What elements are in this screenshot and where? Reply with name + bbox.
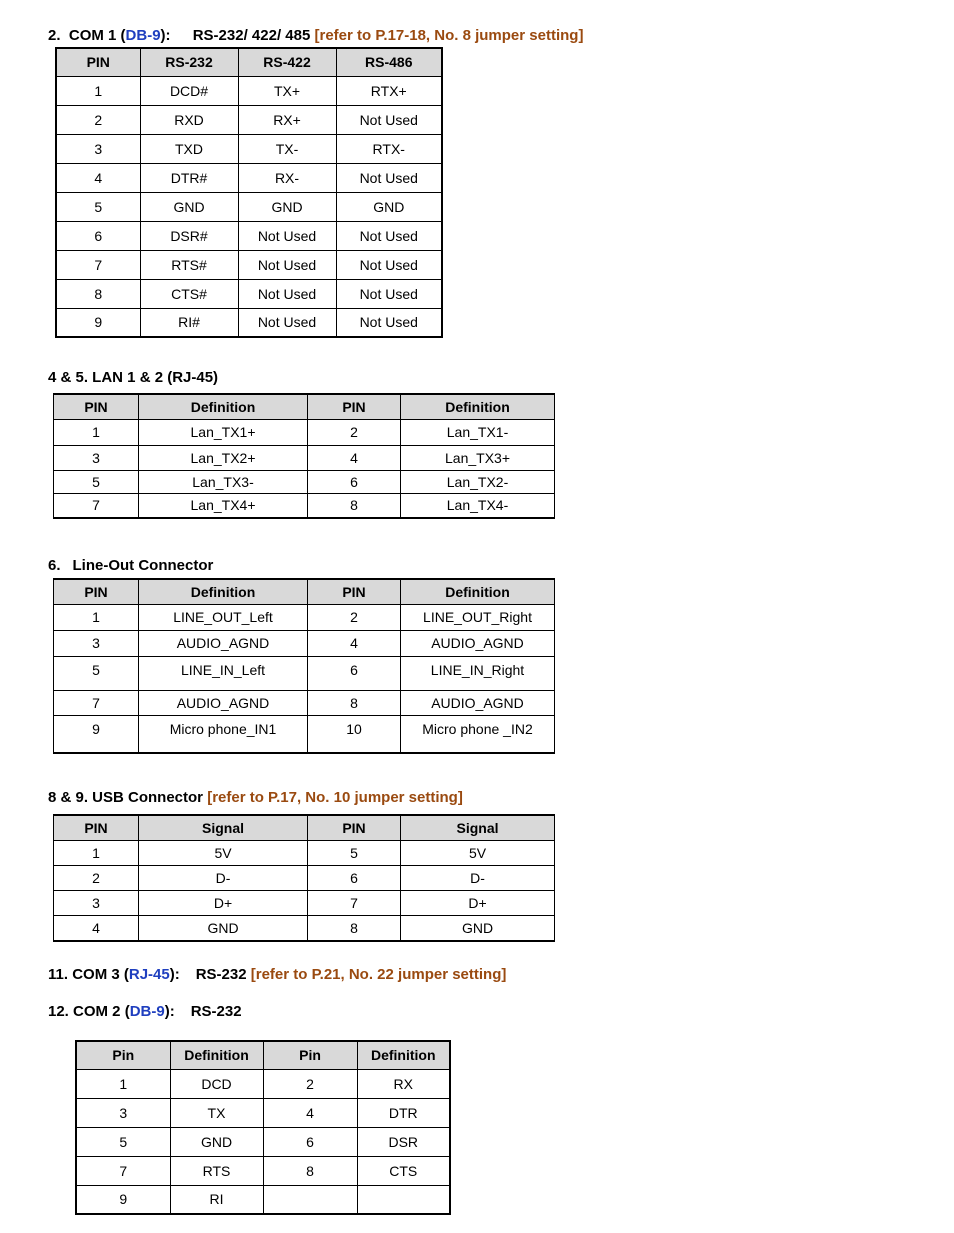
- cell: Lan_TX3+: [401, 445, 555, 470]
- com1-header: RS-422: [238, 48, 336, 76]
- cell: D-: [401, 865, 555, 890]
- cell: RXD: [140, 105, 238, 134]
- usb-header: Signal: [139, 815, 308, 840]
- cell: DCD#: [140, 76, 238, 105]
- table-row: [54, 419, 555, 445]
- cell: 5V: [401, 840, 555, 865]
- cell: CTS#: [140, 279, 238, 308]
- cell: 6: [263, 1127, 357, 1156]
- cell: 6: [308, 470, 401, 493]
- cell: AUDIO_AGND: [139, 690, 308, 715]
- table-row: [76, 1156, 450, 1185]
- lineout-header: Definition: [401, 579, 555, 604]
- table-row: [56, 221, 442, 250]
- com1-table: [55, 47, 443, 338]
- cell: 8: [308, 915, 401, 941]
- cell: Lan_TX4+: [139, 493, 308, 518]
- com1-number: 2.: [48, 27, 61, 44]
- table-row: [54, 656, 555, 690]
- cell: [357, 1185, 450, 1214]
- cell: Not Used: [238, 308, 336, 337]
- com3-close: ):: [169, 966, 180, 983]
- cell: RI: [170, 1185, 263, 1214]
- lineout-header-row: [54, 579, 555, 604]
- cell: 8: [56, 279, 140, 308]
- cell: 4: [54, 915, 139, 941]
- lineout-number: 6.: [48, 557, 61, 574]
- cell: 5: [308, 840, 401, 865]
- usb-header: PIN: [54, 815, 139, 840]
- cell: 6: [56, 221, 140, 250]
- cell: 1: [54, 840, 139, 865]
- cell: Lan_TX2-: [401, 470, 555, 493]
- usb-ref: [refer to P.17, No. 10 jumper setting]: [207, 789, 463, 806]
- cell: 9: [54, 715, 139, 753]
- cell: 8: [263, 1156, 357, 1185]
- com2-mode: RS-232: [190, 1003, 242, 1020]
- cell: [263, 1185, 357, 1214]
- cell: 1: [54, 419, 139, 445]
- cell: 6: [308, 656, 401, 690]
- cell: GND: [238, 192, 336, 221]
- cell: 2: [308, 419, 401, 445]
- cell: Not Used: [238, 221, 336, 250]
- cell: Lan_TX2+: [139, 445, 308, 470]
- table-row: [56, 308, 442, 337]
- table-row: [56, 76, 442, 105]
- cell: 4: [56, 163, 140, 192]
- cell: LINE_OUT_Right: [401, 604, 555, 630]
- com1-name: COM 1 (: [68, 27, 126, 44]
- table-row: [56, 105, 442, 134]
- com2-header: Definition: [357, 1041, 450, 1069]
- lan-header: Definition: [401, 394, 555, 419]
- cell: GND: [401, 915, 555, 941]
- cell: RX-: [238, 163, 336, 192]
- cell: 1: [54, 604, 139, 630]
- cell: LINE_IN_Right: [401, 656, 555, 690]
- cell: RTX+: [336, 76, 442, 105]
- com1-heading: [48, 27, 583, 44]
- cell: 4: [308, 630, 401, 656]
- com2-header: Pin: [263, 1041, 357, 1069]
- cell: GND: [336, 192, 442, 221]
- cell: CTS: [357, 1156, 450, 1185]
- cell: 6: [308, 865, 401, 890]
- com1-header-row: [56, 48, 442, 76]
- cell: Lan_TX4-: [401, 493, 555, 518]
- cell: 4: [263, 1098, 357, 1127]
- com2-header: Pin: [76, 1041, 170, 1069]
- com3-mode: RS-232: [195, 966, 247, 983]
- table-row: [56, 134, 442, 163]
- cell: TXD: [140, 134, 238, 163]
- cell: 1: [76, 1069, 170, 1098]
- cell: Not Used: [336, 221, 442, 250]
- cell: Lan_TX1-: [401, 419, 555, 445]
- cell: D+: [139, 890, 308, 915]
- table-row: [76, 1069, 450, 1098]
- com2-connector: DB-9: [129, 1003, 165, 1020]
- cell: 7: [56, 250, 140, 279]
- cell: Lan_TX3-: [139, 470, 308, 493]
- cell: 3: [56, 134, 140, 163]
- usb-name: 8 & 9. USB Connector: [48, 789, 204, 806]
- com2-table: [75, 1040, 451, 1215]
- com1-header: PIN: [56, 48, 140, 76]
- table-row: [56, 250, 442, 279]
- lineout-header: PIN: [308, 579, 401, 604]
- cell: 10: [308, 715, 401, 753]
- lan-table: [53, 393, 555, 519]
- cell: 5: [56, 192, 140, 221]
- cell: GND: [140, 192, 238, 221]
- com1-mode: RS-232/ 422/ 485: [192, 27, 311, 44]
- table-row: [56, 192, 442, 221]
- table-row: [76, 1098, 450, 1127]
- cell: RI#: [140, 308, 238, 337]
- table-row: [54, 445, 555, 470]
- lineout-heading: [48, 557, 213, 574]
- com3-connector: RJ-45: [128, 966, 170, 983]
- com1-close: ):: [160, 27, 171, 44]
- com1-header: RS-486: [336, 48, 442, 76]
- com2-name: 12. COM 2 (: [48, 1003, 130, 1020]
- usb-header: Signal: [401, 815, 555, 840]
- table-row: [54, 630, 555, 656]
- usb-header: PIN: [308, 815, 401, 840]
- table-row: [76, 1127, 450, 1156]
- usb-header-row: [54, 815, 555, 840]
- cell: TX+: [238, 76, 336, 105]
- cell: TX-: [238, 134, 336, 163]
- cell: Not Used: [336, 279, 442, 308]
- cell: DSR#: [140, 221, 238, 250]
- cell: DTR: [357, 1098, 450, 1127]
- com3-heading: [48, 966, 506, 983]
- cell: Micro phone_IN1: [139, 715, 308, 753]
- lan-heading: 4 & 5. LAN 1 & 2 (RJ-45): [48, 369, 219, 386]
- cell: AUDIO_AGND: [401, 630, 555, 656]
- cell: GND: [170, 1127, 263, 1156]
- com3-ref: [refer to P.21, No. 22 jumper setting]: [250, 966, 507, 983]
- cell: 3: [54, 445, 139, 470]
- table-row: [56, 163, 442, 192]
- com2-close: ):: [164, 1003, 175, 1020]
- cell: 9: [56, 308, 140, 337]
- cell: RX+: [238, 105, 336, 134]
- com2-header: Definition: [170, 1041, 263, 1069]
- cell: DSR: [357, 1127, 450, 1156]
- table-row: [76, 1185, 450, 1214]
- table-row: [54, 840, 555, 865]
- lan-header: PIN: [308, 394, 401, 419]
- cell: Not Used: [336, 105, 442, 134]
- cell: Not Used: [238, 279, 336, 308]
- usb-heading: [48, 789, 463, 806]
- cell: 5: [76, 1127, 170, 1156]
- table-row: [54, 470, 555, 493]
- cell: LINE_IN_Left: [139, 656, 308, 690]
- cell: 2: [54, 865, 139, 890]
- cell: 7: [308, 890, 401, 915]
- cell: Not Used: [238, 250, 336, 279]
- table-row: [54, 715, 555, 753]
- com3-name: 11. COM 3 (: [48, 966, 129, 983]
- table-row: [54, 890, 555, 915]
- cell: 5: [54, 656, 139, 690]
- com1-connector: DB-9: [125, 27, 161, 44]
- lineout-header: PIN: [54, 579, 139, 604]
- cell: RX: [357, 1069, 450, 1098]
- cell: 2: [308, 604, 401, 630]
- cell: 3: [76, 1098, 170, 1127]
- cell: GND: [139, 915, 308, 941]
- cell: Not Used: [336, 163, 442, 192]
- cell: TX: [170, 1098, 263, 1127]
- cell: LINE_OUT_Left: [139, 604, 308, 630]
- cell: 8: [308, 690, 401, 715]
- cell: 2: [56, 105, 140, 134]
- cell: D+: [401, 890, 555, 915]
- usb-table: [53, 814, 555, 942]
- com1-ref: [refer to P.17-18, No. 8 jumper setting]: [314, 27, 584, 44]
- lan-header: Definition: [139, 394, 308, 419]
- lineout-name: Line-Out Connector: [72, 557, 214, 574]
- cell: 1: [56, 76, 140, 105]
- com1-header: RS-232: [140, 48, 238, 76]
- lineout-table: [53, 578, 555, 754]
- cell: 9: [76, 1185, 170, 1214]
- table-row: [54, 865, 555, 890]
- table-row: [54, 915, 555, 941]
- cell: 8: [308, 493, 401, 518]
- cell: 2: [263, 1069, 357, 1098]
- cell: RTS: [170, 1156, 263, 1185]
- com2-header-row: [76, 1041, 450, 1069]
- table-row: [54, 690, 555, 715]
- cell: DTR#: [140, 163, 238, 192]
- cell: Not Used: [336, 308, 442, 337]
- table-row: [56, 279, 442, 308]
- cell: RTX-: [336, 134, 442, 163]
- cell: AUDIO_AGND: [139, 630, 308, 656]
- cell: 3: [54, 630, 139, 656]
- cell: 7: [54, 690, 139, 715]
- cell: D-: [139, 865, 308, 890]
- cell: Micro phone _IN2: [401, 715, 555, 753]
- lan-header: PIN: [54, 394, 139, 419]
- lan-header-row: [54, 394, 555, 419]
- table-row: [54, 493, 555, 518]
- cell: 4: [308, 445, 401, 470]
- cell: 5V: [139, 840, 308, 865]
- cell: Lan_TX1+: [139, 419, 308, 445]
- cell: 3: [54, 890, 139, 915]
- cell: Not Used: [336, 250, 442, 279]
- cell: 7: [76, 1156, 170, 1185]
- cell: 7: [54, 493, 139, 518]
- cell: 5: [54, 470, 139, 493]
- com2-heading: [48, 1003, 242, 1020]
- lineout-header: Definition: [139, 579, 308, 604]
- cell: AUDIO_AGND: [401, 690, 555, 715]
- cell: RTS#: [140, 250, 238, 279]
- table-row: [54, 604, 555, 630]
- cell: DCD: [170, 1069, 263, 1098]
